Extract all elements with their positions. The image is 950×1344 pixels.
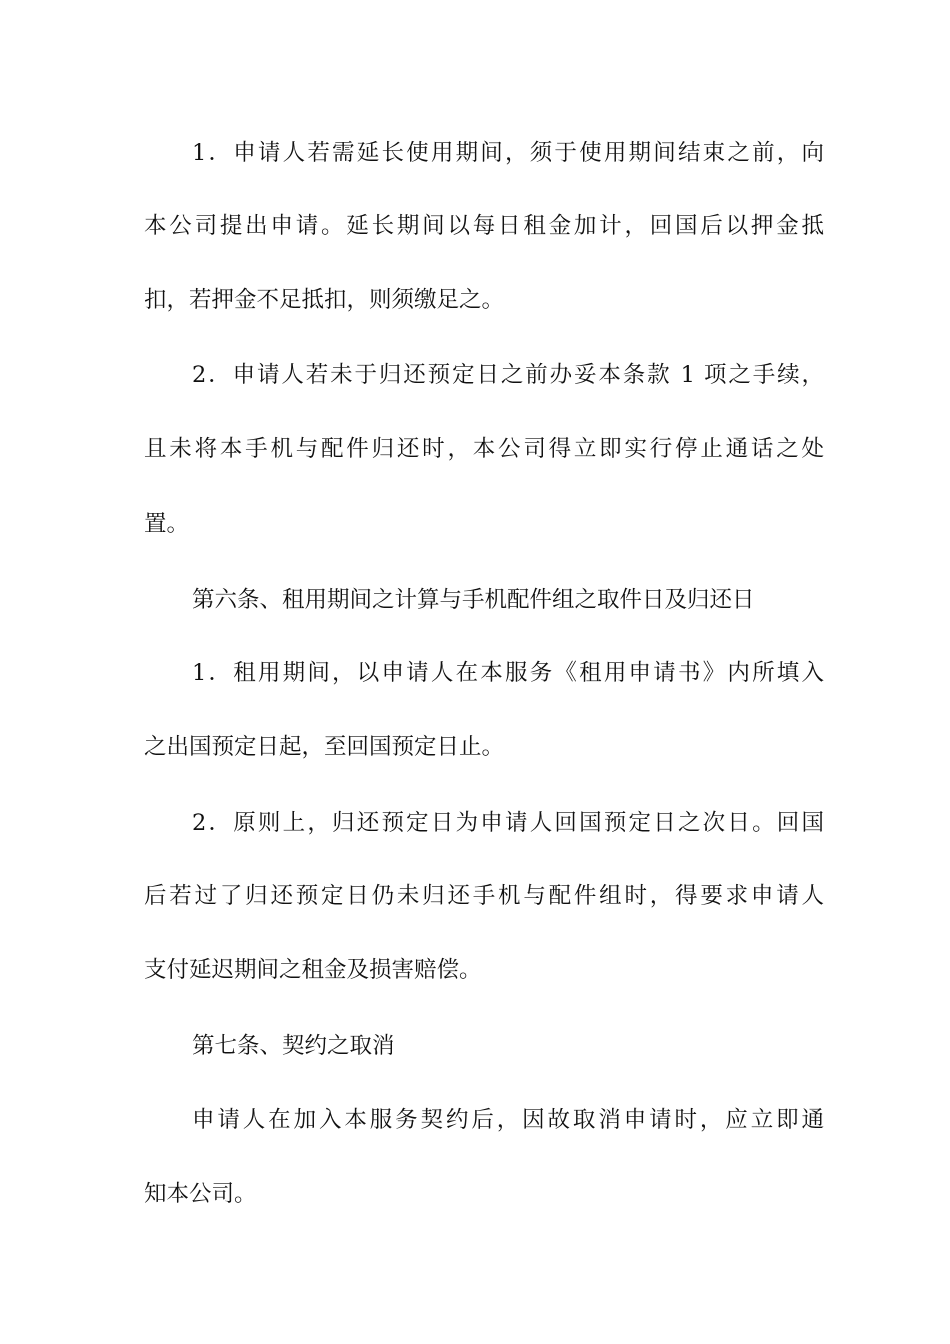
clause-2-line-2: 且未将本手机与配件归还时，本公司得立即实行停止通话之处 [144, 436, 824, 462]
clause-1-line-1: 1．申请人若需延长使用期间，须于使用期间结束之前，向 [192, 140, 824, 166]
article-7-body-line-2: 知本公司。 [144, 1181, 257, 1207]
clause-2-line-1: 2．申请人若未于归还预定日之前办妥本条款 1 项之手续， [192, 362, 824, 388]
clause-2-line-3: 置。 [144, 511, 190, 537]
article-6-item-1-line-2: 之出国预定日起，至回国预定日止。 [144, 734, 505, 760]
article-6-item-2-line-3: 支付延迟期间之租金及损害赔偿。 [144, 957, 482, 983]
article-7-heading: 第七条、契约之取消 [192, 1033, 395, 1059]
article-6-item-2-line-2: 后若过了归还预定日仍未归还手机与配件组时，得要求申请人 [144, 883, 824, 909]
article-6-item-1-line-1: 1．租用期间，以申请人在本服务《租用申请书》内所填入 [192, 660, 824, 686]
article-7-body-line-1: 申请人在加入本服务契约后，因故取消申请时，应立即通 [192, 1107, 824, 1133]
clause-1-line-3: 扣，若押金不足抵扣，则须缴足之。 [144, 287, 505, 313]
article-6-heading: 第六条、租用期间之计算与手机配件组之取件日及归还日 [192, 587, 755, 613]
clause-1-line-2: 本公司提出申请。延长期间以每日租金加计，回国后以押金抵 [144, 213, 824, 239]
article-6-item-2-line-1: 2．原则上，归还预定日为申请人回国预定日之次日。回国 [192, 810, 824, 836]
